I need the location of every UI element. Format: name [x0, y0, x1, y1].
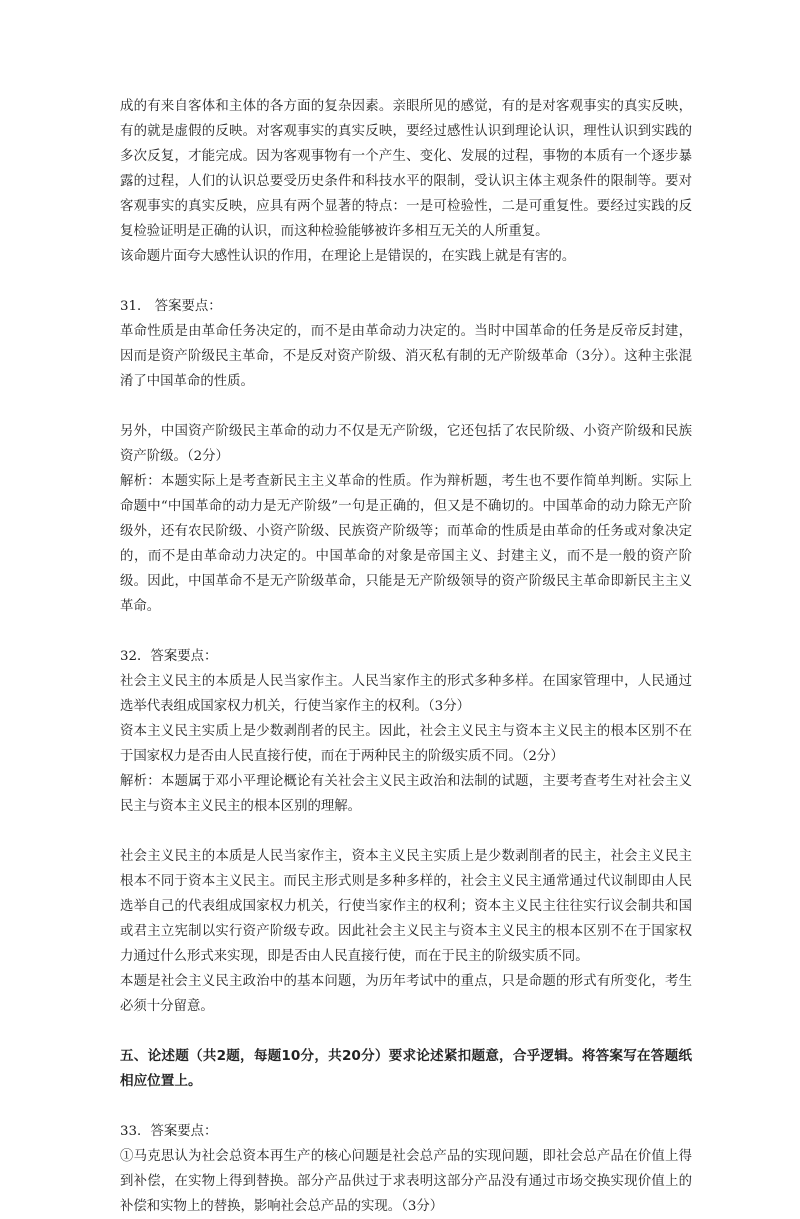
spacer: [120, 819, 692, 844]
q31-answer-p1: 革命性质是由革命任务决定的，而不是由革命动力决定的。当时中国革命的任务是反帝反封建，因而是资产阶级民主革命，不是反对资产阶级、消灭私有制的无产阶级革命（3分）。这种主张混淆了中国革命的性质。: [120, 324, 692, 389]
q33-heading: 33．答案要点：: [120, 1124, 218, 1139]
spacer: [120, 394, 692, 419]
spacer: [120, 619, 692, 644]
q33-answer-p1: ①马克思认为社会总资本再生产的核心问题是社会总产品的实现问题，即社会总产品在价值上得到补偿，在实物上得到替换。部分产品供过于求表明这部分产品没有通过市场交换实现价值上的补偿和实物上的替换，影响社会总产品的实现。（3分）: [120, 1149, 692, 1214]
q32-note: 本题是社会主义民主政治中的基本问题，为历年考试中的重点，只是命题的形式有所变化，考生必须十分留意。: [120, 974, 692, 1014]
spacer: [120, 1094, 692, 1119]
q32-answer-p2: 资本主义民主实质上是少数剥削者的民主。因此，社会主义民主与资本主义民主的根本区别不在于国家权力是否由人民直接行使，而在于两种民主的阶级实质不同。（2分）: [120, 724, 692, 764]
q32-explanation: 社会主义民主的本质是人民当家作主，资本主义民主实质上是少数剥削者的民主，社会主义民主根本不同于资本主义民主。而民主形式则是多种多样的，社会主义民主通常通过代议制即由人民选举自己的代表组成国家权力机关，行使当家作主的权利；资本主义民主往往实行议会制共和国或君主立宪制以实行资产阶级专政。因此社会主义民主与资本主义民主的根本区别不在于国家权力通过什么形式来实现，即是否由人民直接行使，而在于民主的阶级实质不同。: [120, 849, 692, 964]
q31-heading: 31． 答案要点：: [120, 299, 222, 314]
paragraph-conclusion: 该命题片面夸大感性认识的作用，在理论上是错误的，在实践上就是有害的。: [120, 249, 576, 264]
q32-heading: 32．答案要点：: [120, 649, 218, 664]
spacer: [120, 269, 692, 294]
q32-answer-p1: 社会主义民主的本质是人民当家作主。人民当家作主的形式多种多样。在国家管理中，人民通过选举代表组成国家权力机关，行使当家作主的权利。（3分）: [120, 674, 692, 714]
paragraph-continuation: 成的有来自客体和主体的各方面的复杂因素。亲眼所见的感觉，有的是对客观事实的真实反映，有的就是虚假的反映。对客观事实的真实反映，要经过感性认识到理论认识，理性认识到实践的多次反复，才能完成。因为客观事物有一个产生、变化、发展的过程，事物的本质有一个逐步暴露的过程，人们的认识总要受历史条件和科技水平的限制，受认识主体主观条件的限制等。要对客观事实的真实反映，应具有两个显著的特点：一是可检验性，二是可重复性。要经过实践的反复检验证明是正确的认识，而这种检验能够被许多相互无关的人所重复。: [120, 99, 692, 239]
q31-answer-p2: 另外，中国资产阶级民主革命的动力不仅是无产阶级，它还包括了农民阶级、小资产阶级和民族资产阶级。（2分）: [120, 424, 692, 464]
section-5-heading: 五、论述题（共2题，每题10分，共20分）要求论述紧扣题意，合乎逻辑。将答案写在答题纸相应位置上。: [120, 1048, 692, 1089]
q31-analysis: 解析：本题实际上是考查新民主主义革命的性质。作为辩析题，考生也不要作简单判断。实际上命题中“中国革命的动力是无产阶级”一句是正确的，但又是不确切的。中国革命的动力除无产阶级外，还有农民阶级、小资产阶级、民族资产阶级等；而革命的性质是由革命的任务或对象决定的，而不是由革命动力决定的。中国革命的对象是帝国主义、封建主义，而不是一般的资产阶级。因此，中国革命不是无产阶级革命，只能是无产阶级领导的资产阶级民主革命即新民主主义革命。: [120, 474, 692, 614]
document-body: [120, 94, 692, 1219]
spacer: [120, 1019, 692, 1044]
q32-analysis: 解析：本题属于邓小平理论概论有关社会主义民主政治和法制的试题，主要考查考生对社会主义民主与资本主义民主的根本区别的理解。: [120, 774, 692, 814]
